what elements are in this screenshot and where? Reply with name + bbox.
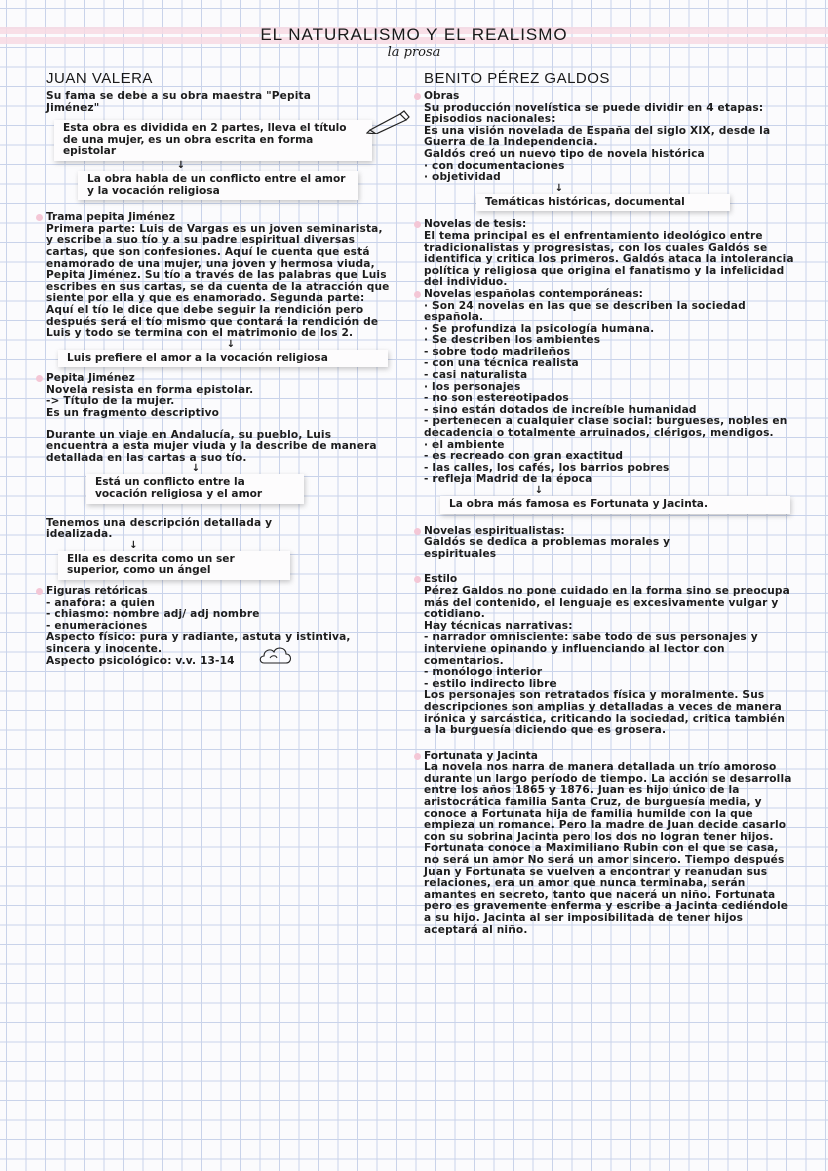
section-heading: Novelas de tesis: xyxy=(424,219,796,231)
text-line: Galdós creó un nuevo tipo de novela histórica xyxy=(424,147,705,160)
text-line: - estilo indirecto libre xyxy=(424,677,557,690)
arrow-icon: ↓ xyxy=(554,182,564,194)
section-heading: Obras xyxy=(424,91,796,103)
text-line: Hay técnicas narrativas: xyxy=(424,619,573,632)
text-line: Es una visión novelada de España del siglo XIX, desde la Guerra de la Independencia. xyxy=(424,124,771,149)
text-line: Pérez Galdos no pone cuidado en la forma sino se preocupa más del contenido, el lenguaje es excesivamente vulgar y cotidiano. xyxy=(424,584,790,621)
note-box: Luis prefiere el amor a la vocación religiosa xyxy=(58,350,388,368)
text-line: · objetividad xyxy=(424,171,501,184)
section-heading: Pepita Jiménez xyxy=(46,373,396,385)
note-box: Está un conflicto entre la vocación religiosa y el amor xyxy=(86,474,304,503)
author-heading: BENITO PÉREZ GALDOS xyxy=(424,70,610,87)
pencil-icon xyxy=(366,108,410,134)
note-box: Temáticas históricas, documental xyxy=(476,194,730,212)
arrow-icon: ↓ xyxy=(191,463,201,475)
note-box: La obra más famosa es Fortunata y Jacinta. xyxy=(440,496,790,514)
text-line: - narrador omnisciente: sabe todo de sus personajes y interviene opinando y influenciando al lector con comentarios. xyxy=(424,631,758,667)
text-line: · Se describen los ambientes xyxy=(424,334,601,347)
intro-text: Su fama se debe a su obra maestra "Pepita Jiménez" xyxy=(46,90,312,114)
note-box: Esta obra es dividida en 2 partes, lleva el título de una mujer, es un obra escrita en forma epistolar xyxy=(54,120,372,161)
text-line: · los personajes xyxy=(424,380,521,393)
text-line: - chiasmo: nombre adj/ adj nombre xyxy=(46,608,260,621)
text-line: - no son estereotipados xyxy=(424,392,569,405)
text-line: - sino están dotados de increíble humanidad xyxy=(424,403,697,416)
column-perez-galdos xyxy=(424,70,796,936)
page-title: EL NATURALISMO Y EL REALISMO xyxy=(260,25,568,44)
section-heading: Figuras retóricas xyxy=(46,586,396,598)
arrow-icon: ↓ xyxy=(129,539,138,551)
tesis-text: El tema principal es el enfrentamiento ideológico entre tradicionalistas y progresistas, con los cuales Galdós se identifica y critica los primeros. Galdós ataca la intolerancia política y religiosa que origina el fanatismo y la infelicidad del individuo. xyxy=(424,229,794,289)
text-line: - casi naturalista xyxy=(424,369,528,382)
text-line: - enumeraciones xyxy=(46,619,148,632)
desc-text: Tenemos una descripción detallada y idealizada. xyxy=(46,516,273,541)
text-line: Su producción novelística se puede dividir en 4 etapas: xyxy=(424,101,764,114)
author-heading: JUAN VALERA xyxy=(46,70,153,87)
fortunata-text: La novela nos narra de manera detallada un trío amoroso durante un largo período de tiempo. La acción se desarrolla entre los años 1865 y 1876. Juan es hijo único de la aristocrática familia Santa Cruz, de burguesía media, y conoce a Fortunata hija de familia humilde con la que empieza un romance. Pero la madre de Juan decide casarlo con su sobrina Jacinta pero los dos no logran tener hijos. Fortunata conoce a Maximiliano Rubin con el que se casa, no será un amor No será un amor sincero. Tiempo después Juan y Fortunata se vuelven a encontrar y reanudan sus relaciones, era un amor que nunca terminaba, serán amantes en secreto, tanto que nacerá un niño. Fortunata pero es gravemente enferma y escribe a Jacinta cediéndole a su hijo. Jacinta al ser imposibilitada de tener hijos aceptará al niño. xyxy=(424,761,792,936)
section-heading: Fortunata y Jacinta xyxy=(424,751,796,763)
espirit-text: Galdós se dedica a problemas morales y espirituales xyxy=(424,536,671,560)
arrow-icon: ↓ xyxy=(226,338,236,350)
text-line: · el ambiente xyxy=(424,438,505,451)
text-line: -> Título de la mujer. xyxy=(46,395,175,408)
text-line: - con una técnica realista xyxy=(424,357,579,370)
text-line: Novela resista en forma epistolar. xyxy=(46,383,254,396)
arrow-icon: ↓ xyxy=(534,485,544,496)
column-juan-valera xyxy=(46,70,396,667)
text-line: - anafora: a quien xyxy=(46,596,156,609)
trama-text: Primera parte: Luis de Vargas es un joven seminarista, y escribe a suo tío y a su padre espiritual diversas cartas, que son confesiones. Aquí le cuenta que está enamorado de una mujer, una joven y hermosa viuda, Pepita Jiménez. Su tío a través de las palabras que Luis escribes en sus cartas, se da cuenta de la atracción que siente por ella y que es enamorado. Segunda parte: Aquí el tío le dice que debe seguir la rendición pero después será el tío mismo que contará la rendición de Luis y todo se termina con el matrimonio de los 2. xyxy=(46,222,390,340)
text-line: - sobre todo madrileños xyxy=(424,345,571,358)
section-heading: Trama pepita Jiménez xyxy=(46,212,396,224)
text-line: Aspecto psicológico: v.v. 13-14 xyxy=(46,654,235,667)
viaje-text: Durante un viaje en Andalucía, su pueblo, Luis encuentra a esta mujer viuda y la describe de manera detallada en las cartas a suo tío. xyxy=(46,428,377,464)
text-line: Episodios nacionales: xyxy=(424,113,556,126)
note-box: La obra habla de un conflicto entre el amor y la vocación religiosa xyxy=(78,171,358,200)
text-line: · Son 24 novelas en las que se describen la sociedad española. xyxy=(424,299,746,324)
text-line: · Se profundiza la psicología humana. xyxy=(424,322,655,335)
text-line: - monólogo interior xyxy=(424,666,543,679)
page-subtitle: la prosa xyxy=(387,45,441,60)
text-line: - pertenecen a cualquier clase social: burgueses, nobles en decadencia o totalmente arruinados, clérigos, mendigos. xyxy=(424,415,788,440)
text-line: - las calles, los cafés, los barrios pobres xyxy=(424,461,670,474)
text-line: - refleja Madrid de la época xyxy=(424,473,593,486)
section-heading: Novelas espiritualistas: xyxy=(424,526,796,538)
note-box: Ella es descrita como un ser superior, como un ángel xyxy=(58,551,290,580)
arrow-icon: ↓ xyxy=(176,159,186,171)
text-line: Aspecto físico: pura y radiante, astuta y istintiva, sincera y inocente. xyxy=(46,631,351,655)
text-line: Los personajes son retratados física y moralmente. Sus descripciones son amplias y detalladas a veces de manera irónica y sarcástica, criticando la sociedad, critica también a la burguesía diciendo que es grosera. xyxy=(424,689,786,737)
text-line: Es un fragmento descriptivo xyxy=(46,407,220,420)
cloud-icon xyxy=(258,643,294,667)
section-heading: Novelas españolas contemporáneas: xyxy=(424,289,796,301)
text-line: - es recreado con gran exactitud xyxy=(424,450,624,463)
text-line: · con documentaciones xyxy=(424,159,565,172)
section-heading: Estilo xyxy=(424,574,796,586)
